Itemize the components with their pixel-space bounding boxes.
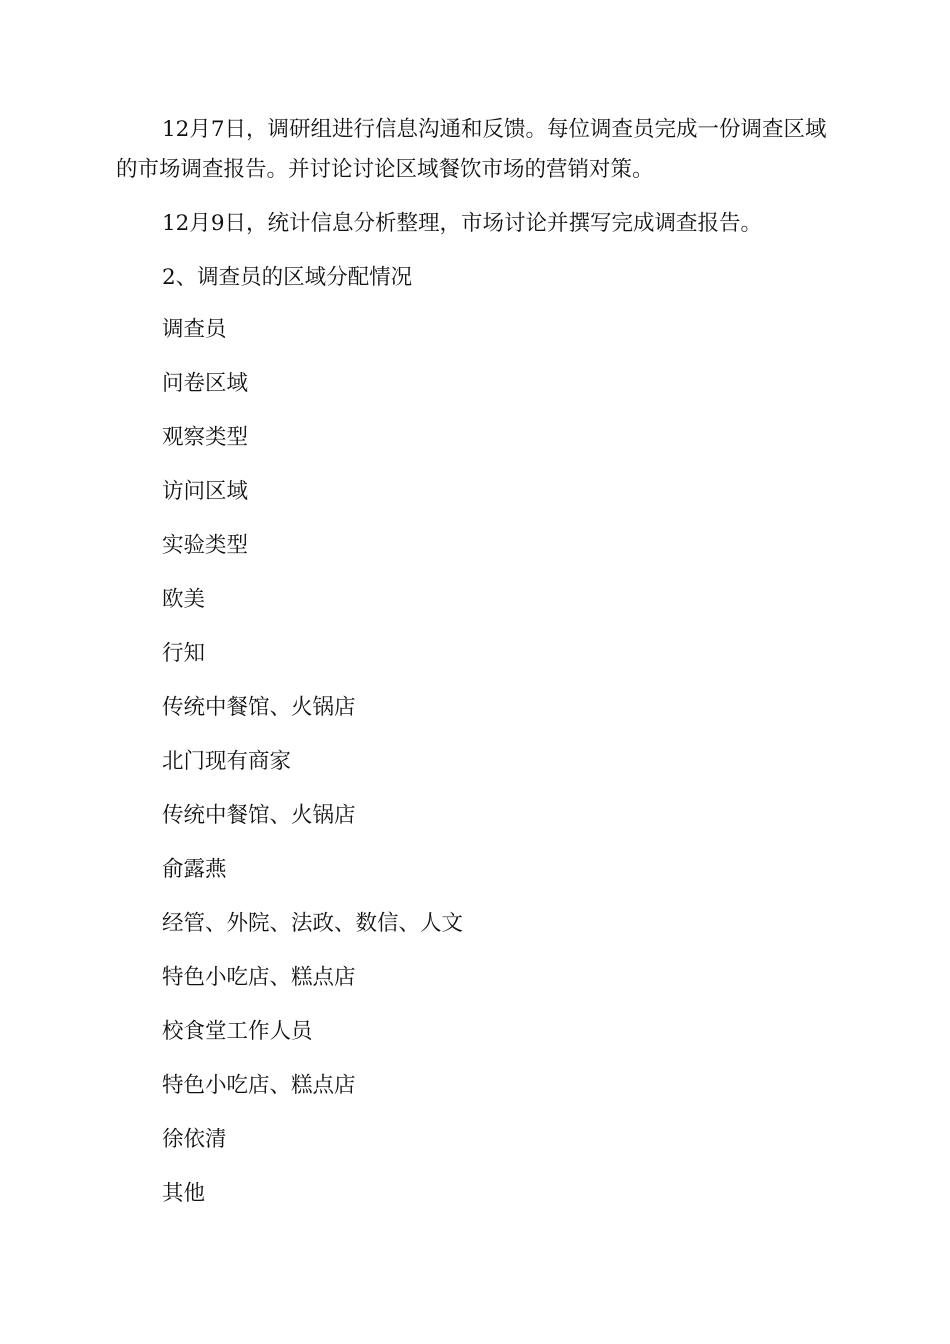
section-heading-assignment: 2、调查员的区域分配情况 bbox=[162, 265, 413, 290]
list-item: 校食堂工作人员 bbox=[162, 1019, 313, 1044]
list-item: 问卷区域 bbox=[162, 371, 249, 396]
list-item: 传统中餐馆、火锅店 bbox=[162, 695, 356, 720]
list-item: 访问区域 bbox=[162, 479, 249, 504]
list-item: 传统中餐馆、火锅店 bbox=[162, 803, 356, 828]
list-item: 欧美 bbox=[162, 587, 206, 612]
list-item: 徐依清 bbox=[162, 1127, 227, 1152]
list-item: 实验类型 bbox=[162, 533, 249, 558]
list-item: 调查员 bbox=[162, 317, 227, 342]
list-item: 俞露燕 bbox=[162, 857, 227, 882]
list-item: 北门现有商家 bbox=[162, 749, 292, 774]
list-item: 观察类型 bbox=[162, 425, 249, 450]
list-item: 特色小吃店、糕点店 bbox=[162, 1073, 356, 1098]
paragraph-dec7: 12月7日，调研组进行信息沟通和反馈。每位调查员完成一份调查区域的市场调查报告。并讨论讨论区域餐饮市场的营销对策。 bbox=[116, 117, 827, 182]
paragraph-dec9: 12月9日，统计信息分析整理，市场讨论并撰写完成调查报告。 bbox=[162, 211, 763, 236]
list-item: 其他 bbox=[162, 1181, 206, 1206]
list-item: 特色小吃店、糕点店 bbox=[162, 965, 356, 990]
list-item: 经管、外院、法政、数信、人文 bbox=[162, 911, 464, 936]
list-item: 行知 bbox=[162, 641, 206, 666]
